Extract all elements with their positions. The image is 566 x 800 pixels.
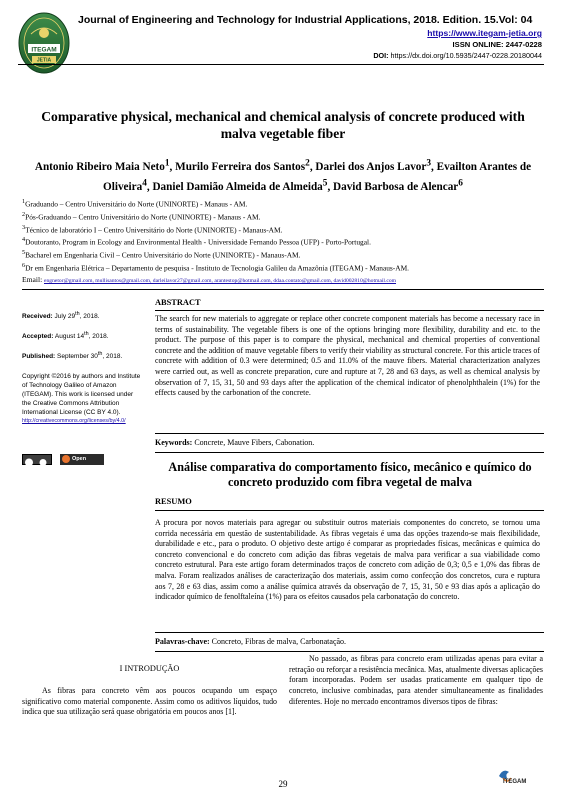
author-list (30, 155, 536, 196)
affiliation: $^6$Dr em Engenharia Elétrica – Departamento de pesquisa - Instituto de Tecnologia Galileu da Amazônia (ITEGAM) - Manaus-AM. (22, 262, 410, 273)
email-label: Email: (22, 275, 43, 284)
article-title: Comparative physical, mechanical and chemical analysis of concrete produced with malva vegetable fiber (41, 109, 525, 141)
doi-label: DOI: (373, 51, 389, 60)
email-addresses[interactable]: engnetor@gmail.com, mullisantos@gmail.com, darleilavor27@gmail.com, arantestop@hotmail.com, ddaa.contato@gmail.com, david002810@hotmail.com (44, 278, 397, 284)
author: Daniel Damião Almeida de Almeida$^5$, (152, 178, 334, 194)
doi-value[interactable]: https://dx.doi.org/10.5935/2447-0228.20180044 (390, 51, 542, 60)
open-access-badge[interactable]: Open Access (60, 454, 104, 465)
author: Antonio Ribeiro Maia Neto$^1$, (34, 158, 176, 173)
resumo-heading-rule (155, 510, 544, 511)
email-line (22, 275, 552, 284)
footer-logo-text: ITEGAM (503, 779, 527, 785)
author: Evailton Arantes de Oliveira$^4$, (103, 160, 532, 194)
copyright-notice: Copyright ©2016 by authors and Institute of Technology Galileo of Amazon (ITEGAM). This work is licensed under the Creative Commons Attribution International License (CC BY 4.0). http://creativecommons.org/licenses/by/4.0/ (22, 373, 141, 424)
intro-paragraph-left: As fibras para concreto vêm aos poucos ocupando um espaço significativo como material componente. Assim como os aditivos líquidos, tudo indica que sua utilização será quase obrigatória em poucos anos [1]. (22, 686, 277, 717)
author: Darlei dos Anjos Lavor$^3$, (315, 158, 437, 173)
section-heading-introducao: I INTRODUÇÃO (119, 664, 180, 673)
received-date: Received: July 29th, 2018. (22, 311, 100, 321)
palavras-chave: Palavras-chave: Concreto, Fibras de malva, Carbonatação. (155, 637, 347, 646)
published-date: Published: September 30th, 2018. (22, 351, 123, 361)
affiliation: $^1$Graduando – Centro Universitário do Norte (UNINORTE) - Manaus - AM. (22, 199, 248, 209)
affiliation: $^5$Bacharel em Engenharia Civil – Centro Universitário do Norte (UNINORTE) - Manaus-AM. (22, 250, 301, 260)
affiliation: $^4$Doutoranto, Program in Ecology and Environmental Health - Universidade Fernando Pessoa (UFP) - Porto-Portugal. (22, 237, 371, 247)
accepted-date: Accepted: August 14th, 2018. (22, 331, 109, 341)
license-link[interactable]: http://creativecommons.org/licenses/by/4.0/ (22, 418, 126, 424)
svg-text:JETIA: JETIA (36, 57, 52, 64)
keywords-rule (155, 452, 544, 453)
page-number: 29 (278, 779, 288, 789)
affiliations (22, 197, 542, 274)
author: David Barbosa de Alencar$^6$ (333, 178, 463, 194)
issn: ISSN ONLINE: 2447-0228 (452, 40, 542, 49)
affiliation: $^2$Pós-Graduando – Centro Universitário do Norte (UNINORTE) - Manaus - AM. (22, 211, 261, 222)
abstract-heading-rule (155, 310, 544, 311)
author: Murilo Ferreira dos Santos$^2$, (175, 158, 316, 173)
divider-top (22, 289, 544, 290)
open-access-lock-icon (62, 455, 70, 463)
affiliation: $^3$Técnico de laboratório I – Centro Universitário do Norte (UNINORTE) - Manaus-AM. (22, 224, 283, 234)
abstract-end-rule (155, 433, 544, 434)
resumo-end-rule (155, 632, 544, 633)
abstract-heading: ABSTRACT (155, 298, 201, 307)
resumo-heading: RESUMO (155, 497, 192, 506)
keywords: Keywords: Concrete, Mauve Fibers, Cabonation. (155, 438, 315, 447)
intro-paragraph-right: No passado, as fibras para concreto eram utilizadas apenas para evitar a retração ou reforçar a resistência mecânica. Mas, atualmente diversas aplicações foram incorporadas. Podem ser usadas praticamente em qualquer tipo de concreto, inclusive combinadas, para atender simultaneamente as finalidades diferentes. Hoje no mercado encontramos diversos tipos de fibras: (289, 654, 543, 706)
header-divider (18, 64, 544, 65)
resumo-text: A procura por novos materiais para agregar ou substituir outros materiais componentes do concreto, se tornou uma corrida necessária em questão de sustentabilidade. As fibras vegetais é uma das opções trazendo-se mais flexibilidade, durabilidade e etc., para o produto. O objetivo deste artigo é comparar as propriedades físicas, mecânicas e química do concreto convencional e do concreto com adição das fibras vegetais de malva para verificar a sua viabilidade como concreto estrutural. Para este artigo foram determinados traços de concreto com adição de 0,3; 0,5 e 1,0% das fibras de malva. Foram realizados análises de caracterização dos materiais, assim como confecção dos concretos, cura e ruptura aos 7, 28 e 63 dias, assim como a análise química através da observação de 7, 15, 31, 50 e 93 dias após a aplicação do indicador químico de fenolftaleína (1%) para os efeitos causados pela carbonatação do concreto. (155, 518, 540, 602)
svg-text:ITEGAM: ITEGAM (31, 46, 57, 54)
palavras-chave-rule (155, 651, 544, 652)
doi-line (373, 51, 542, 60)
cc-by-badge-icon[interactable] (22, 454, 52, 465)
portuguese-title: Análise comparativa do comportamento físico, mecânico e químico do concreto produzido com fibra vegetal de malva (168, 460, 532, 489)
journal-url-link[interactable]: https://www.itegam-jetia.org (427, 28, 542, 38)
abstract-text: The search for new materials to aggregate or replace other concrete component materials has become a necessary race in terms of sustainability. The vegetable fibers is one of the options bringing more flexibility, durability and etc. to the product. The purpose of this paper is to compare the physical, mechanical and chemical properties of conventional concrete and the addition of mauve vegetable fibers to verify their viability as structural concrete. For this article traces of concrete with addition of 0.3 were determined; 0.5 and 11.0% of the mauve fibers. Material characterization analyzes were carried out, as well as concrete preparation, cure and rupture at 7, 28 and 63 days, as well as chemical analysis by observation of 7, 15, 31, 50 and 93 days after the application of the chemical indicator of phenolphthalein (1%) for the effects caused by the carbonation of the concrete. (155, 314, 540, 398)
journal-title: Journal of Engineering and Technology for Industrial Applications, 2018. Edition. 15.Vol: 04 (78, 14, 533, 26)
